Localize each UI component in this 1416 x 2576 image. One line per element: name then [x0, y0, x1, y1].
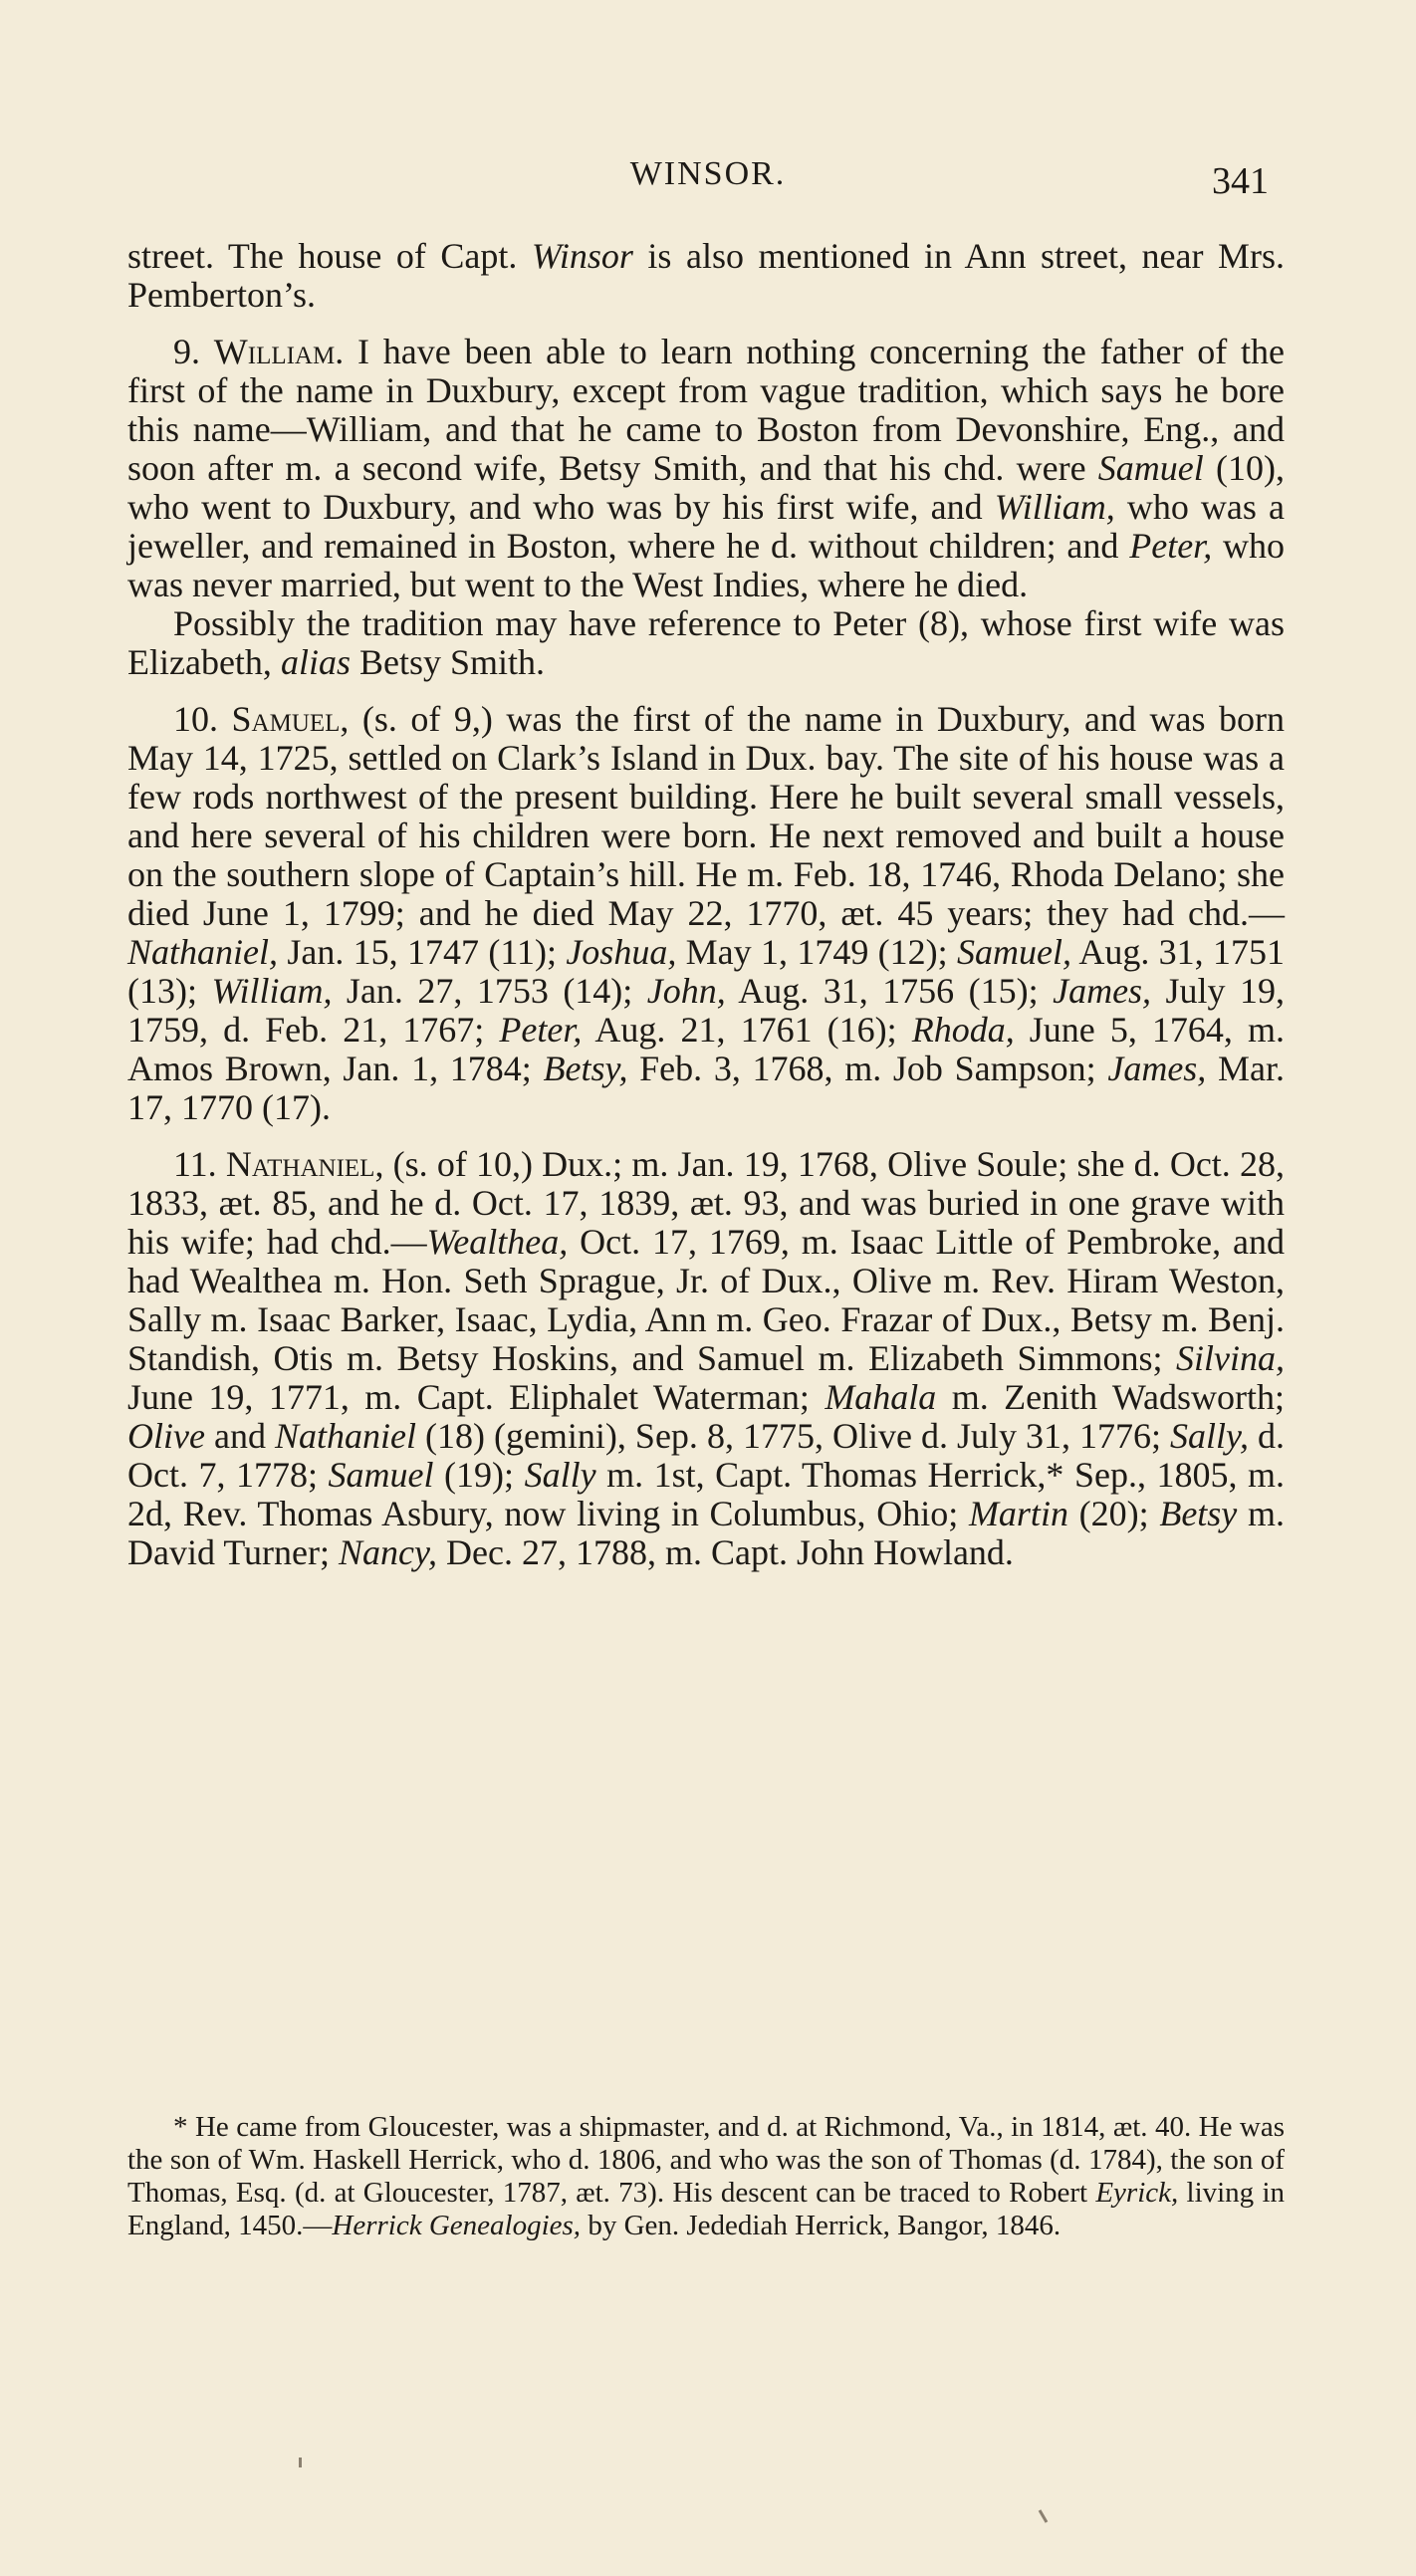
paper-speck	[299, 2458, 302, 2467]
italic-run: James,	[1053, 971, 1152, 1011]
running-head	[0, 149, 1416, 209]
italic-run: John,	[646, 971, 726, 1011]
paragraph-nathaniel	[127, 1145, 1285, 1572]
text-run: 10.	[173, 699, 232, 739]
italic-run: Nathaniel	[274, 1416, 416, 1456]
text-run: Betsy Smith.	[350, 642, 545, 682]
italic-run: Mahala	[825, 1377, 937, 1417]
italic-run: Sally	[524, 1455, 596, 1495]
text-run: Possibly the tradition may have reference to Peter (8), whose first wife was Elizabeth,	[127, 603, 1285, 682]
text-run: m. David Turner;	[127, 1494, 1285, 1572]
text-run: (20);	[1067, 1494, 1160, 1533]
text-run: Mar. 17, 1770 (17).	[127, 1049, 1285, 1127]
text-run: d. Oct. 7, 1778;	[127, 1416, 1286, 1495]
text-run: by Gen. Jedediah Herrick, Bangor, 1846.	[581, 2210, 1062, 2241]
paragraph-william	[127, 333, 1285, 604]
text-run: Oct. 17, 1769, m. Isaac Little of Pembroke, and had Wealthea m. Hon. Seth Sprague, Jr. of Dux., Olive m. Rev. Hiram Weston, Sally m. Isaac Barker, Isaac, Lydia, Ann m. Geo. Frazar of Dux., Betsy m. Benj. Standish, Otis m. Betsy Hoskins, and Samuel m. Elizabeth Simmons;	[127, 1222, 1286, 1378]
text-run: Jan. 15, 1747 (11);	[278, 932, 567, 972]
page-number: 341	[1212, 160, 1269, 202]
small-caps-run: Samuel,	[231, 699, 350, 739]
text-run: street. The house of Capt.	[127, 236, 532, 276]
text-run: (s. of 10,) Dux.; m. Jan. 19, 1768, Olive Soule; she d. Oct. 28, 1833, æt. 85, and he d. Oct. 17, 1839, æt. 93, and was buried in one grave with his wife; had chd.—	[127, 1144, 1285, 1262]
italic-run: William,	[211, 971, 333, 1011]
italic-run: Olive	[127, 1416, 205, 1456]
text-run: Aug. 31, 1756 (15);	[725, 971, 1054, 1011]
text-run: (s. of 9,) was the first of the name in Duxbury, and was born May 14, 1725, settled on Clark’s Island in Dux. bay. The site of his house was a few rods northwest of the present building. Here he built several small vessels, and here several of his children were born. He next removed and built a house on the southern slope of Captain’s hill. He m. Feb. 18, 1746, Rhoda Delano; she died June 1, 1799; and he died May 22, 1770, æt. 45 years; they had chd.—	[127, 699, 1286, 933]
italic-run: Sally,	[1170, 1416, 1249, 1456]
italic-run: Rhoda,	[911, 1010, 1015, 1050]
italic-run: Peter,	[1129, 526, 1213, 566]
italic-run: Samuel	[1097, 448, 1204, 488]
text-run: m. 1st, Capt. Thomas Herrick,* Sep., 1805, m. 2d, Rev. Thomas Asbury, now living in Columbus, Ohio;	[127, 1455, 1285, 1533]
text-run: living in England, 1450.—	[127, 2177, 1285, 2241]
italic-run: James,	[1107, 1049, 1207, 1088]
text-run: who was a jeweller, and remained in Boston, where he d. without children; and	[127, 487, 1285, 566]
italic-run: Wealthea,	[426, 1222, 569, 1262]
text-run: is also mentioned in Ann street, near Mrs. Pemberton’s.	[127, 236, 1285, 315]
running-head-title: WINSOR.	[629, 155, 787, 192]
text-run: June 19, 1771, m. Capt. Eliphalet Waterman;	[127, 1377, 826, 1417]
text-run: * He came from Gloucester, was a shipmaster, and d. at Richmond, Va., in 1814, æt. 40. He was the son of Wm. Haskell Herrick, who d. 1806, and who was the son of Thomas (d. 1784), the son of Thomas, Esq. (d. at Gloucester, 1787, æt. 73). His descent can be traced to Robert	[127, 2111, 1285, 2209]
footnote	[127, 2111, 1285, 2242]
text-run: and	[204, 1416, 275, 1456]
italic-run: Betsy	[1159, 1494, 1238, 1533]
text-run: 9.	[173, 332, 214, 371]
text-run: Aug. 21, 1761 (16);	[582, 1010, 912, 1050]
text-run: m. Zenith Wadsworth;	[936, 1377, 1285, 1417]
italic-run: Herrick Genealogies,	[332, 2210, 582, 2241]
italic-run: Martin	[968, 1494, 1068, 1533]
italic-run: William,	[994, 487, 1115, 527]
italic-run: Peter,	[499, 1010, 583, 1050]
italic-run: Samuel,	[956, 932, 1071, 972]
text-run: May 1, 1749 (12);	[676, 932, 957, 972]
text-run: Jan. 27, 1753 (14);	[332, 971, 647, 1011]
italic-run: Nathaniel,	[127, 932, 278, 972]
italic-run: Joshua,	[566, 932, 677, 972]
italic-run: Nancy,	[339, 1532, 437, 1572]
text-run: Feb. 3, 1768, m. Job Sampson;	[627, 1049, 1108, 1088]
text-run: Aug. 31, 1751 (13);	[127, 932, 1285, 1011]
text-run: I have been able to learn nothing concerning the father of the first of the name in Duxbury, except from vague tradition, which says he bore this name—William, and that he came to Boston from Devonshire, Eng., and soon after m. a second wife, Betsy Smith, and that his chd. were	[127, 332, 1286, 488]
small-caps-run: Nathaniel,	[225, 1144, 384, 1184]
italic-run: Winsor	[531, 236, 633, 276]
text-run: (10), who went to Duxbury, and who was by his first wife, and	[127, 448, 1285, 527]
text-run: 11.	[173, 1144, 226, 1184]
paragraph-tradition-note	[127, 604, 1285, 682]
italic-run: Betsy,	[543, 1049, 628, 1088]
body-text	[127, 237, 1285, 1572]
text-run: (18) (gemini), Sep. 8, 1775, Olive d. July 31, 1776;	[415, 1416, 1170, 1456]
text-run: July 19, 1759, d. Feb. 21, 1767;	[127, 971, 1286, 1050]
text-run: Dec. 27, 1788, m. Capt. John Howland.	[437, 1532, 1014, 1572]
italic-run: Eyrick,	[1095, 2177, 1179, 2209]
italic-run: alias	[280, 642, 351, 682]
paragraph-continuation	[127, 237, 1285, 315]
paper-speck	[1039, 2509, 1049, 2523]
text-run: (19);	[433, 1455, 525, 1495]
italic-run: Samuel	[328, 1455, 434, 1495]
text-run: who was never married, but went to the West Indies, where he died.	[127, 526, 1285, 604]
italic-run: Silvina,	[1176, 1338, 1285, 1378]
text-run: June 5, 1764, m. Amos Brown, Jan. 1, 1784;	[127, 1010, 1285, 1088]
small-caps-run: William.	[213, 332, 345, 371]
paragraph-samuel	[127, 700, 1285, 1127]
